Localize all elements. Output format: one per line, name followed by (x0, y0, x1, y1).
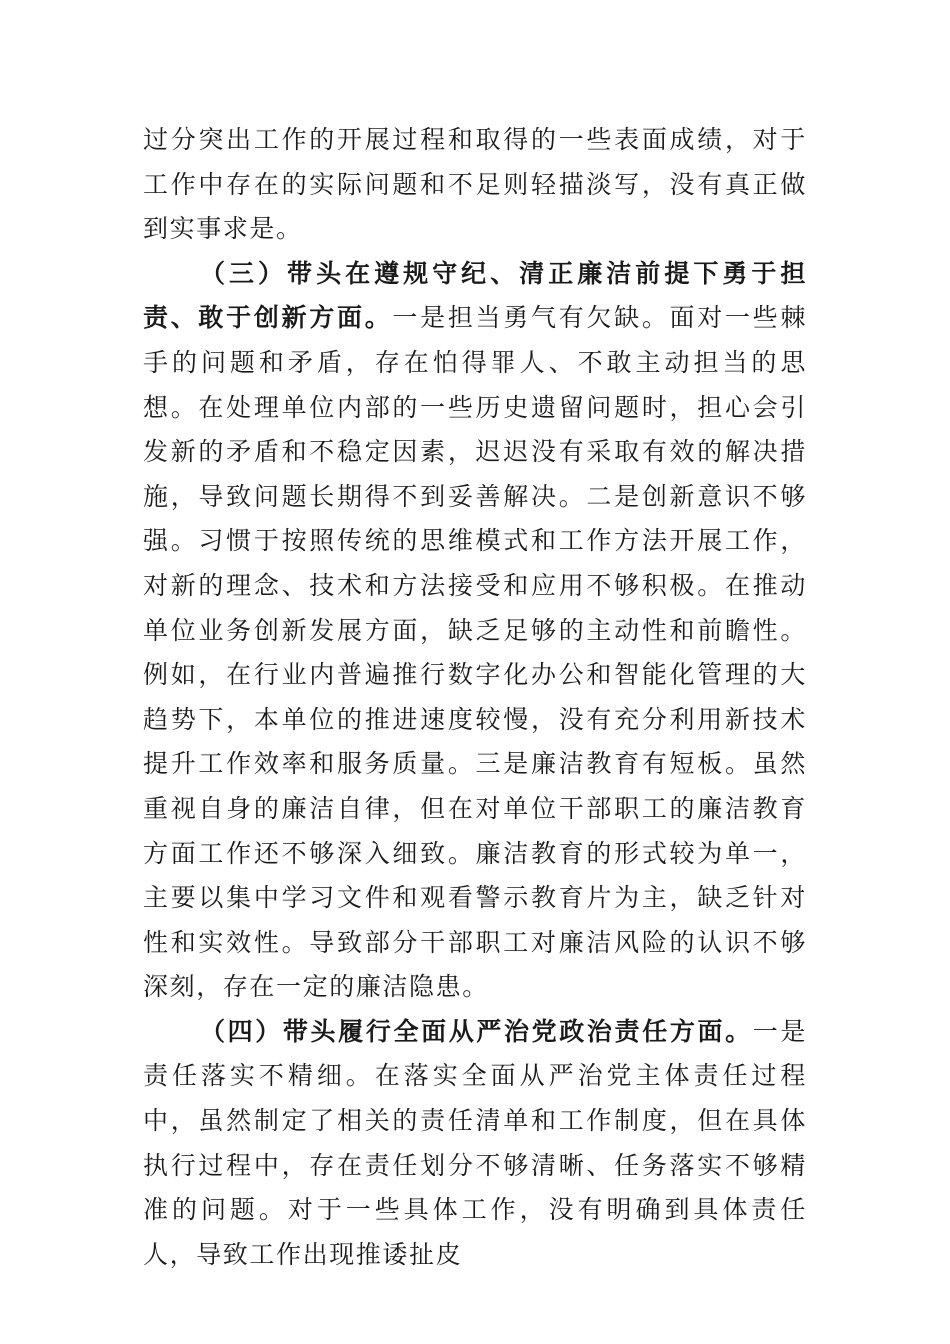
document-page (143, 118, 807, 1277)
paragraph-continuation (143, 118, 807, 252)
paragraph-body: 一是责任落实不精细。在落实全面从严治党主体责任过程中，虽然制定了相关的责任清单和工作制度，但在具体执行过程中，存在责任划分不够清晰、任务落实不够精准的问题。对于一些具体工作，没有明确到具体责任人，导致工作出现推诿扯皮 (143, 1016, 807, 1269)
paragraph-body: 一是担当勇气有欠缺。面对一些棘手的问题和矛盾，存在怕得罪人、不敢主动担当的思想。在处理单位内部的一些历史遗留问题时，担心会引发新的矛盾和不稳定因素，迟迟没有采取有效的解决措施，导致问题长期得不到妥善解决。二是创新意识不够强。习惯于按照传统的思维模式和工作方法开展工作，对新的理念、技术和方法接受和应用不够积极。在推动单位业务创新发展方面，缺乏足够的主动性和前瞻性。例如，在行业内普遍推行数字化办公和智能化管理的大趋势下，本单位的推进速度较慢，没有充分利用新技术提升工作效率和服务质量。三是廉洁教育有短板。虽然重视自身的廉洁自律，但在对单位干部职工的廉洁教育方面工作还不够深入细致。廉洁教育的形式较为单一，主要以集中学习文件和观看警示教育片为主，缺乏针对性和实效性。导致部分干部职工对廉洁风险的认识不够深刻，存在一定的廉洁隐患。 (143, 303, 807, 1002)
paragraph-body: 过分突出工作的开展过程和取得的一些表面成绩，对于工作中存在的实际问题和不足则轻描淡写，没有真正做到实事求是。 (143, 125, 807, 244)
section-heading: （三）带头在遵规守纪、清正廉洁前提下勇于担责、敢于创新方面。 (143, 258, 807, 333)
section-heading: （四）带头履行全面从严治党政治责任方面。 (200, 1016, 753, 1046)
paragraph-section-four (143, 1010, 807, 1278)
paragraph-section-three (143, 252, 807, 1010)
